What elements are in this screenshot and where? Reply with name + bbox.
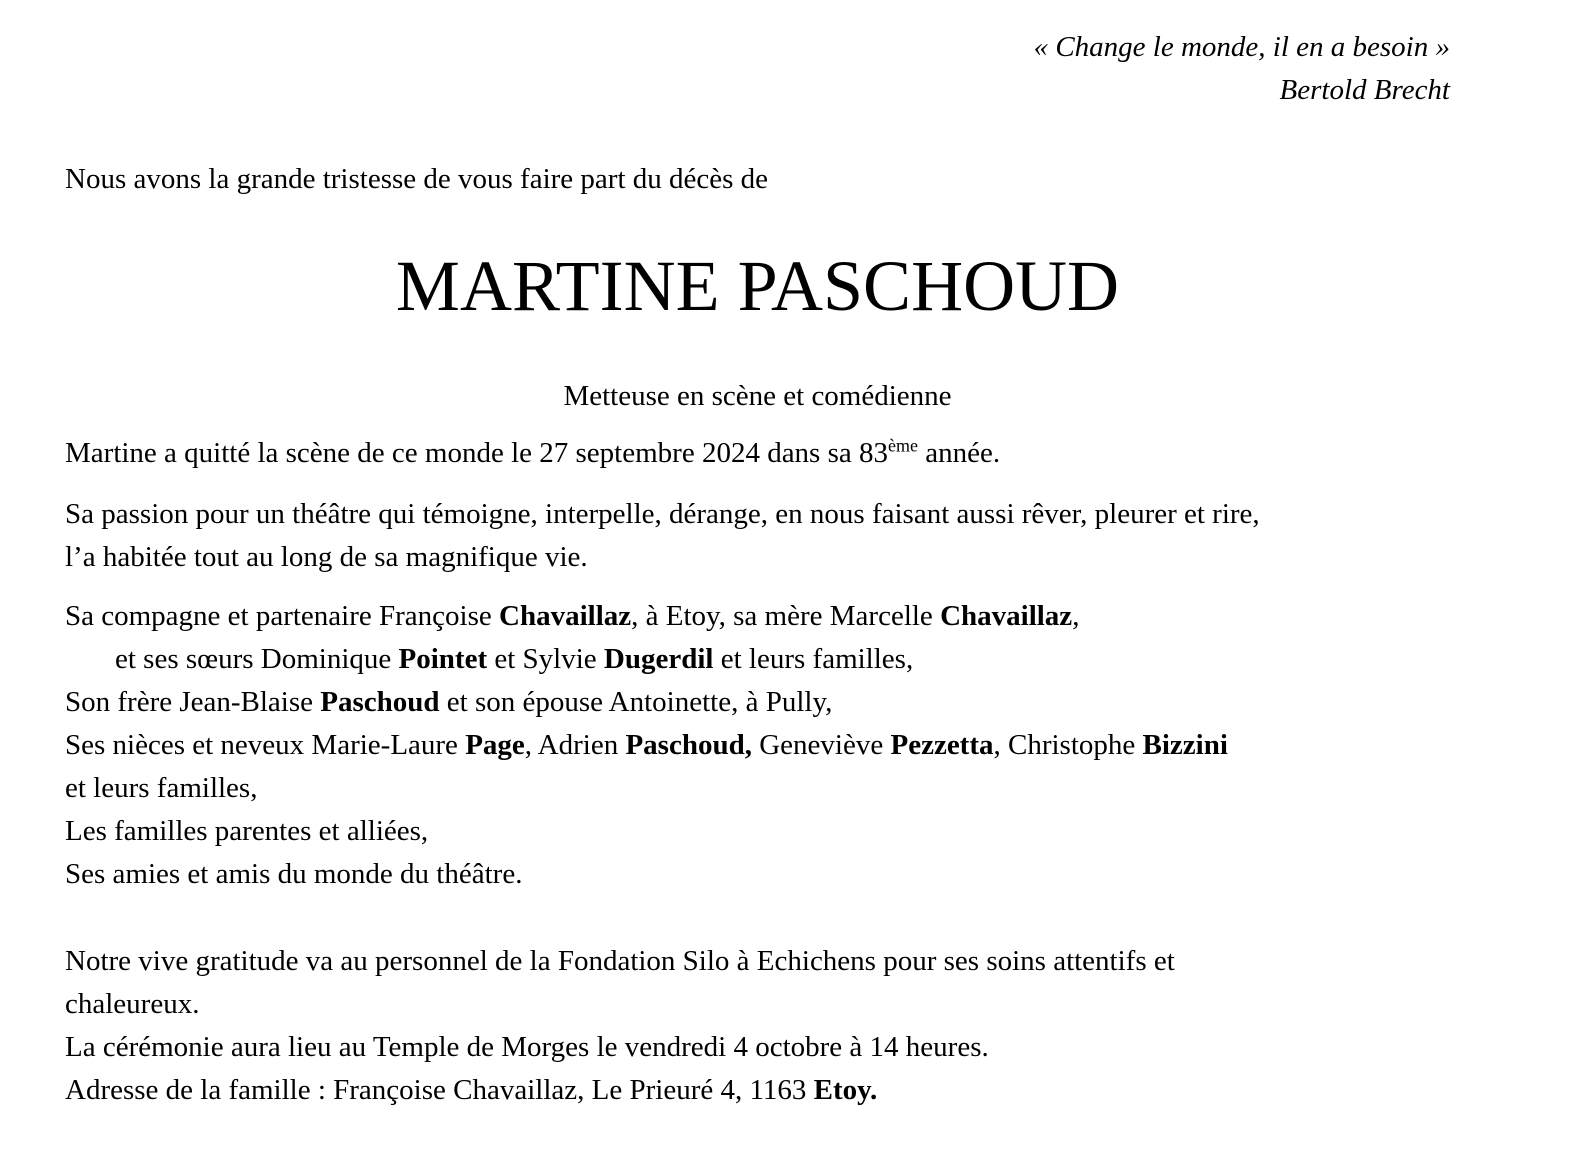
family-line: Les familles parentes et alliées, [65, 815, 429, 848]
epigraph-quote: « Change le monde, il en a besoin » [1033, 31, 1450, 63]
deceased-name: MARTINE PASCHOUD [395, 246, 1120, 326]
family-line: Son frère Jean-Blaise Paschoud et son épouse Antoinette, à Pully, [65, 686, 833, 719]
family-line: Ses amies et amis du monde du théâtre. [65, 858, 523, 891]
gratitude-line: Notre vive gratitude va au personnel de la Fondation Silo à Echichens pour ses soins attentifs et [65, 945, 1175, 978]
deceased-role-subtitle: Metteuse en scène et comédienne [563, 380, 952, 413]
epigraph-attribution: Bertold Brecht [1279, 74, 1450, 106]
family-list [65, 595, 1450, 896]
family-line: Sa compagne et partenaire Françoise Chavaillaz, à Etoy, sa mère Marcelle Chavaillaz, [65, 600, 1080, 633]
gratitude-line: chaleureux. [65, 988, 200, 1021]
death-date-line: Martine a quitté la scène de ce monde le 27 septembre 2024 dans sa 83ème année. [65, 435, 1001, 470]
family-line: et leurs familles, [65, 772, 258, 805]
family-line: Ses nièces et neveux Marie-Laure Page, Adrien Paschoud, Geneviève Pezzetta, Christophe Bizzini [65, 729, 1228, 762]
epigraph [65, 26, 1450, 112]
closing-section [65, 940, 1450, 1112]
ceremony-line: La cérémonie aura lieu au Temple de Morges le vendredi 4 octobre à 14 heures. [65, 1031, 989, 1064]
family-address-line: Adresse de la famille : Françoise Chavaillaz, Le Prieuré 4, 1163 Etoy. [65, 1074, 878, 1107]
intro-line: Nous avons la grande tristesse de vous faire part du décès de [65, 163, 769, 195]
family-line: et ses sœurs Dominique Pointet et Sylvie Dugerdil et leurs familles, [115, 643, 914, 676]
passion-paragraph [65, 493, 1450, 579]
passion-line: Sa passion pour un théâtre qui témoigne, interpelle, dérange, en nous faisant aussi rêver, pleurer et rire, [65, 498, 1260, 531]
passion-line: l’a habitée tout au long de sa magnifique vie. [65, 541, 588, 574]
